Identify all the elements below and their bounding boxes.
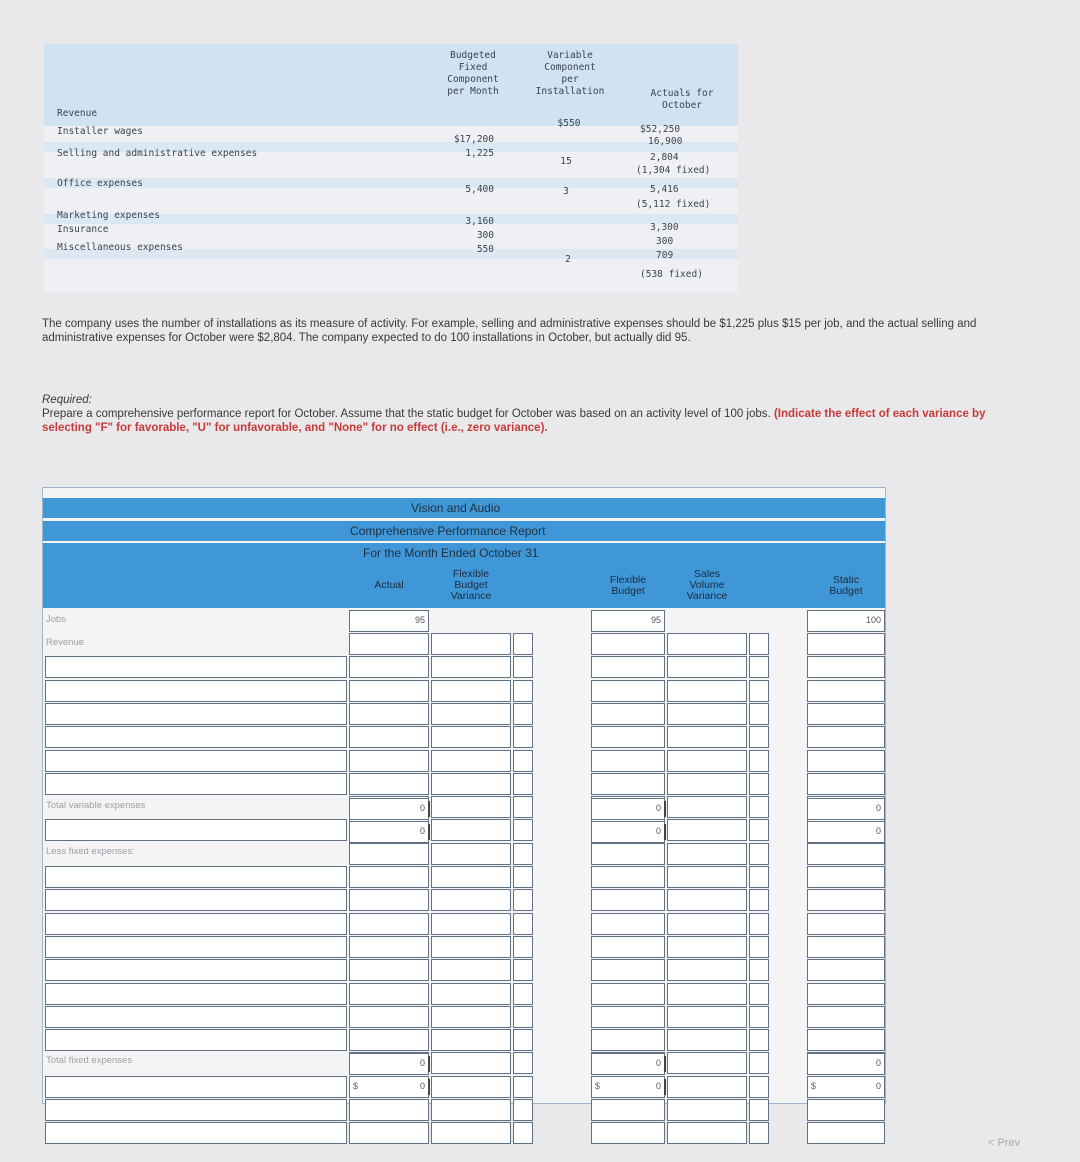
volume-variance-fu-select[interactable]: [749, 1006, 769, 1028]
static-budget-input[interactable]: [807, 959, 885, 981]
volume-variance-fu-select[interactable]: [749, 843, 769, 865]
label-revenue: Revenue: [46, 637, 85, 648]
static-budget-input[interactable]: [807, 913, 885, 935]
flexible-variance-input[interactable]: [431, 819, 511, 841]
static-budget-input[interactable]: [807, 1029, 885, 1051]
flexible-variance-input[interactable]: [431, 843, 511, 865]
row-label-input[interactable]: [45, 959, 347, 981]
row-label-input[interactable]: [45, 656, 347, 678]
volume-variance-fu-select[interactable]: [749, 656, 769, 678]
flexible-variance-fu-select[interactable]: [513, 913, 533, 935]
volume-variance-input[interactable]: [667, 680, 747, 702]
flexible-variance-fu-select[interactable]: [513, 959, 533, 981]
selling-admin-fixed-note: (1,304 fixed): [636, 165, 711, 176]
flexible-variance-input[interactable]: [431, 750, 511, 772]
total-variable-actual[interactable]: 0: [349, 798, 429, 820]
volume-variance-input[interactable]: [667, 936, 747, 958]
net-income-flexible[interactable]: 0: [591, 1076, 665, 1098]
flexible-variance-input[interactable]: [431, 866, 511, 888]
row-label-input[interactable]: [45, 936, 347, 958]
office-variable: 3: [563, 186, 569, 197]
required-instruction: (Indicate the effect of each variance by selecting "F" for favorable, "U" for unfavorable, and "None" for no effect (i.e., zero variance).: [42, 408, 986, 434]
flexible-variance-input[interactable]: [431, 773, 511, 795]
flexible-variance-fu-select[interactable]: [513, 936, 533, 958]
revenue-variable: $550: [557, 118, 581, 129]
static-budget-input[interactable]: [807, 726, 885, 748]
flexible-variance-fu-select[interactable]: [513, 1122, 533, 1144]
actuals-header: Actuals for October: [650, 88, 714, 111]
volume-variance-fu-select[interactable]: [749, 819, 769, 841]
actual-input[interactable]: [349, 983, 429, 1005]
flexible-budget-input[interactable]: [591, 656, 665, 678]
report-title: Comprehensive Performance Report: [350, 524, 546, 538]
flexible-variance-fu-select[interactable]: [513, 819, 533, 841]
volume-variance-fu-select[interactable]: [749, 889, 769, 911]
row-label-input[interactable]: [45, 866, 347, 888]
volume-variance-input[interactable]: [667, 1122, 747, 1144]
data-table-header-band: [44, 44, 738, 126]
label-less-fixed: Less fixed expenses:: [46, 846, 135, 857]
static-budget-input[interactable]: [807, 633, 885, 655]
volume-variance-input[interactable]: [667, 750, 747, 772]
static-budget-input[interactable]: [807, 703, 885, 725]
report-period: For the Month Ended October 31: [363, 546, 539, 560]
flexible-budget-input[interactable]: [591, 1122, 665, 1144]
row-label-misc: Miscellaneous expenses: [57, 242, 183, 253]
flexible-variance-fu-select[interactable]: [513, 1052, 533, 1074]
static-budget-input[interactable]: [807, 889, 885, 911]
flexible-variance-fu-select[interactable]: [513, 773, 533, 795]
flexible-variance-fu-select[interactable]: [513, 656, 533, 678]
volume-variance-input[interactable]: [667, 703, 747, 725]
static-budget-input[interactable]: [807, 656, 885, 678]
row-label-insurance: Insurance: [57, 224, 109, 235]
volume-variance-input[interactable]: [667, 656, 747, 678]
actual-input[interactable]: [349, 1029, 429, 1051]
actual-input[interactable]: [349, 656, 429, 678]
flexible-variance-input[interactable]: [431, 680, 511, 702]
marketing-actual: 3,300: [650, 222, 679, 233]
flexible-variance-fu-select[interactable]: [513, 1006, 533, 1028]
total-fixed-actual[interactable]: 0: [349, 1053, 429, 1075]
row-label-input[interactable]: [45, 1122, 347, 1144]
actual-input[interactable]: [349, 726, 429, 748]
actual-input[interactable]: [349, 959, 429, 981]
flexible-variance-fu-select[interactable]: [513, 750, 533, 772]
volume-variance-fu-select[interactable]: [749, 959, 769, 981]
flexible-budget-input[interactable]: [591, 983, 665, 1005]
row-label-input[interactable]: [45, 703, 347, 725]
row-label-input[interactable]: [45, 889, 347, 911]
flexible-variance-input[interactable]: [431, 1122, 511, 1144]
flexible-variance-input[interactable]: [431, 1052, 511, 1074]
actual-input[interactable]: [349, 889, 429, 911]
volume-variance-input[interactable]: [667, 1076, 747, 1098]
volume-variance-input[interactable]: [667, 726, 747, 748]
flexible-budget-input[interactable]: [591, 703, 665, 725]
variable-component-header: Variable Component per Installation: [535, 50, 605, 97]
insurance-actual: 300: [656, 236, 674, 247]
row-label-input[interactable]: [45, 983, 347, 1005]
office-fixed: 5,400: [465, 184, 494, 195]
volume-variance-fu-select[interactable]: [749, 773, 769, 795]
row-label-input[interactable]: [45, 819, 347, 841]
flexible-variance-input[interactable]: [431, 1006, 511, 1028]
installer-wages-actual: 16,900: [648, 136, 683, 147]
volume-variance-input[interactable]: [667, 1029, 747, 1051]
volume-variance-input[interactable]: [667, 773, 747, 795]
actual-input[interactable]: [349, 633, 429, 655]
volume-variance-input[interactable]: [667, 843, 747, 865]
volume-variance-input[interactable]: [667, 1099, 747, 1121]
static-budget-input[interactable]: [807, 1099, 885, 1121]
volume-variance-input[interactable]: [667, 1052, 747, 1074]
volume-variance-fu-select[interactable]: [749, 936, 769, 958]
selling-admin-actual: 2,804: [650, 152, 679, 163]
actual-input[interactable]: [349, 936, 429, 958]
flexible-variance-fu-select[interactable]: [513, 843, 533, 865]
label-jobs: Jobs: [46, 614, 67, 625]
flexible-budget-input[interactable]: [591, 680, 665, 702]
flexible-variance-fu-select[interactable]: [513, 703, 533, 725]
flexible-budget-input[interactable]: [591, 936, 665, 958]
row-label-input[interactable]: [45, 1029, 347, 1051]
flexible-budget-input[interactable]: [591, 843, 665, 865]
flexible-variance-input[interactable]: [431, 656, 511, 678]
row-label-input[interactable]: [45, 1006, 347, 1028]
row-band: [44, 178, 738, 188]
volume-variance-fu-select[interactable]: [749, 703, 769, 725]
row-label-input[interactable]: [45, 750, 347, 772]
insurance-fixed: 300: [476, 230, 494, 241]
volume-variance-input[interactable]: [667, 866, 747, 888]
revenue-actual: $52,250: [640, 124, 681, 135]
flexible-variance-input[interactable]: [431, 959, 511, 981]
row-label-input[interactable]: [45, 913, 347, 935]
volume-variance-fu-select[interactable]: [749, 1122, 769, 1144]
report-column-headers: [43, 563, 885, 608]
actual-input[interactable]: [349, 866, 429, 888]
row-label-input[interactable]: [45, 1076, 347, 1098]
contribution-actual[interactable]: 0: [349, 821, 429, 843]
flexible-variance-input[interactable]: [431, 1029, 511, 1051]
flexible-budget-input[interactable]: [591, 1099, 665, 1121]
report-title-row: [43, 521, 885, 541]
col-volume-variance: Sales Volume Variance: [686, 568, 728, 602]
performance-report: [42, 487, 886, 1104]
total-variable-flexible[interactable]: 0: [591, 798, 665, 820]
static-budget-input[interactable]: [807, 1122, 885, 1144]
net-income-static[interactable]: 0: [807, 1076, 885, 1098]
marketing-fixed: 3,160: [465, 216, 494, 227]
static-budget-input[interactable]: [807, 843, 885, 865]
given-data-table: [44, 44, 738, 292]
row-label-selling-admin: Selling and administrative expenses: [57, 148, 258, 159]
flexible-variance-input[interactable]: [431, 633, 511, 655]
volume-variance-input[interactable]: [667, 983, 747, 1005]
static-budget-input[interactable]: [807, 773, 885, 795]
flexible-variance-input[interactable]: [431, 983, 511, 1005]
actual-input[interactable]: [349, 750, 429, 772]
jobs-static-input[interactable]: 100: [807, 610, 885, 632]
row-label-marketing: Marketing expenses: [57, 210, 160, 221]
row-label-input[interactable]: [45, 726, 347, 748]
volume-variance-input[interactable]: [667, 959, 747, 981]
volume-variance-fu-select[interactable]: [749, 1029, 769, 1051]
flexible-variance-input[interactable]: [431, 726, 511, 748]
flexible-budget-input[interactable]: [591, 913, 665, 935]
misc-variable: 2: [565, 254, 571, 265]
net-income-actual[interactable]: 0: [349, 1076, 429, 1098]
flexible-budget-input[interactable]: [591, 633, 665, 655]
actual-input[interactable]: [349, 773, 429, 795]
actual-input[interactable]: [349, 913, 429, 935]
flexible-budget-input[interactable]: [591, 866, 665, 888]
volume-variance-fu-select[interactable]: [749, 983, 769, 1005]
volume-variance-input[interactable]: [667, 1006, 747, 1028]
jobs-actual-input[interactable]: 95: [349, 610, 429, 632]
report-period-row: [43, 543, 885, 563]
total-fixed-static[interactable]: 0: [807, 1053, 885, 1075]
misc-fixed-note: (538 fixed): [640, 269, 703, 280]
row-label-office: Office expenses: [57, 178, 143, 189]
volume-variance-input[interactable]: [667, 633, 747, 655]
flexible-budget-input[interactable]: [591, 889, 665, 911]
flexible-variance-fu-select[interactable]: [513, 680, 533, 702]
volume-variance-fu-select[interactable]: [749, 680, 769, 702]
jobs-flexible-input[interactable]: 95: [591, 610, 665, 632]
total-fixed-flexible[interactable]: 0: [591, 1053, 665, 1075]
actual-input[interactable]: [349, 680, 429, 702]
volume-variance-input[interactable]: [667, 796, 747, 818]
flexible-variance-fu-select[interactable]: [513, 796, 533, 818]
volume-variance-fu-select[interactable]: [749, 1099, 769, 1121]
volume-variance-fu-select[interactable]: [749, 750, 769, 772]
flexible-variance-input[interactable]: [431, 1076, 511, 1098]
contribution-static[interactable]: 0: [807, 821, 885, 843]
volume-variance-input[interactable]: [667, 913, 747, 935]
actual-input[interactable]: [349, 1122, 429, 1144]
prev-button[interactable]: < Prev: [988, 1137, 1021, 1149]
flexible-variance-fu-select[interactable]: [513, 633, 533, 655]
flexible-variance-fu-select[interactable]: [513, 1076, 533, 1098]
selling-admin-fixed: 1,225: [465, 148, 494, 159]
col-actual: Actual: [374, 579, 404, 591]
total-variable-static[interactable]: 0: [807, 798, 885, 820]
actual-input[interactable]: [349, 1099, 429, 1121]
flexible-budget-input[interactable]: [591, 773, 665, 795]
dollar-sign: $: [811, 1081, 817, 1091]
office-actual: 5,416: [650, 184, 679, 195]
required-label: Required:: [42, 394, 92, 406]
problem-description: The company uses the number of installations as its measure of activity. For example, selling and administrative expenses should be $1,225 plus $15 per job, and the actual selling and administrative expenses for October were $2,804. The company expected to do 100 installations in October, but actually did 95.: [42, 318, 977, 344]
row-label-revenue: Revenue: [57, 108, 98, 119]
flexible-variance-input[interactable]: [431, 703, 511, 725]
volume-variance-fu-select[interactable]: [749, 866, 769, 888]
volume-variance-fu-select[interactable]: [749, 796, 769, 818]
flexible-variance-fu-select[interactable]: [513, 1029, 533, 1051]
flexible-variance-input[interactable]: [431, 1099, 511, 1121]
report-company-row: [43, 498, 885, 518]
fixed-component-header: Budgeted Fixed Component per Month: [447, 50, 499, 97]
selling-admin-variable: 15: [560, 156, 572, 167]
flexible-variance-input[interactable]: [431, 889, 511, 911]
misc-actual: 709: [656, 250, 674, 261]
col-static-budget: Static Budget: [829, 574, 863, 597]
row-label-input[interactable]: [45, 773, 347, 795]
flexible-variance-input[interactable]: [431, 936, 511, 958]
static-budget-input[interactable]: [807, 680, 885, 702]
volume-variance-fu-select[interactable]: [749, 633, 769, 655]
flexible-variance-fu-select[interactable]: [513, 983, 533, 1005]
row-label-input[interactable]: [45, 1099, 347, 1121]
misc-fixed: 550: [476, 244, 494, 255]
col-flexible-variance: Flexible Budget Variance: [450, 568, 492, 602]
installer-wages-fixed: $17,200: [453, 134, 494, 145]
flexible-variance-fu-select[interactable]: [513, 726, 533, 748]
flexible-budget-input[interactable]: [591, 726, 665, 748]
row-label-installer-wages: Installer wages: [57, 126, 143, 137]
actual-input[interactable]: [349, 843, 429, 865]
flexible-budget-input[interactable]: [591, 1029, 665, 1051]
dollar-sign: $: [595, 1081, 601, 1091]
label-total-fixed: Total fixed expenses: [46, 1055, 133, 1066]
flexible-variance-fu-select[interactable]: [513, 1099, 533, 1121]
flexible-variance-input[interactable]: [431, 913, 511, 935]
static-budget-input[interactable]: [807, 750, 885, 772]
volume-variance-input[interactable]: [667, 889, 747, 911]
actual-input[interactable]: [349, 1006, 429, 1028]
flexible-variance-input[interactable]: [431, 796, 511, 818]
flexible-variance-fu-select[interactable]: [513, 866, 533, 888]
static-budget-input[interactable]: [807, 983, 885, 1005]
contribution-flexible[interactable]: 0: [591, 821, 665, 843]
actual-input[interactable]: [349, 703, 429, 725]
flexible-budget-input[interactable]: [591, 750, 665, 772]
volume-variance-fu-select[interactable]: [749, 913, 769, 935]
required-text: Prepare a comprehensive performance report for October. Assume that the static budget for October was based on an activity level of 100 jobs.: [42, 408, 771, 420]
volume-variance-fu-select[interactable]: [749, 726, 769, 748]
label-total-variable: Total variable expenses: [46, 800, 146, 811]
row-label-input[interactable]: [45, 680, 347, 702]
flexible-budget-input[interactable]: [591, 959, 665, 981]
static-budget-input[interactable]: [807, 866, 885, 888]
office-fixed-note: (5,112 fixed): [636, 199, 711, 210]
static-budget-input[interactable]: [807, 936, 885, 958]
col-flexible-budget: Flexible Budget: [609, 574, 647, 597]
volume-variance-input[interactable]: [667, 819, 747, 841]
volume-variance-fu-select[interactable]: [749, 1052, 769, 1074]
volume-variance-fu-select[interactable]: [749, 1076, 769, 1098]
report-company: Vision and Audio: [411, 501, 501, 515]
required-section: [42, 393, 987, 435]
flexible-budget-input[interactable]: [591, 1006, 665, 1028]
flexible-variance-fu-select[interactable]: [513, 889, 533, 911]
dollar-sign: $: [353, 1081, 359, 1091]
static-budget-input[interactable]: [807, 1006, 885, 1028]
